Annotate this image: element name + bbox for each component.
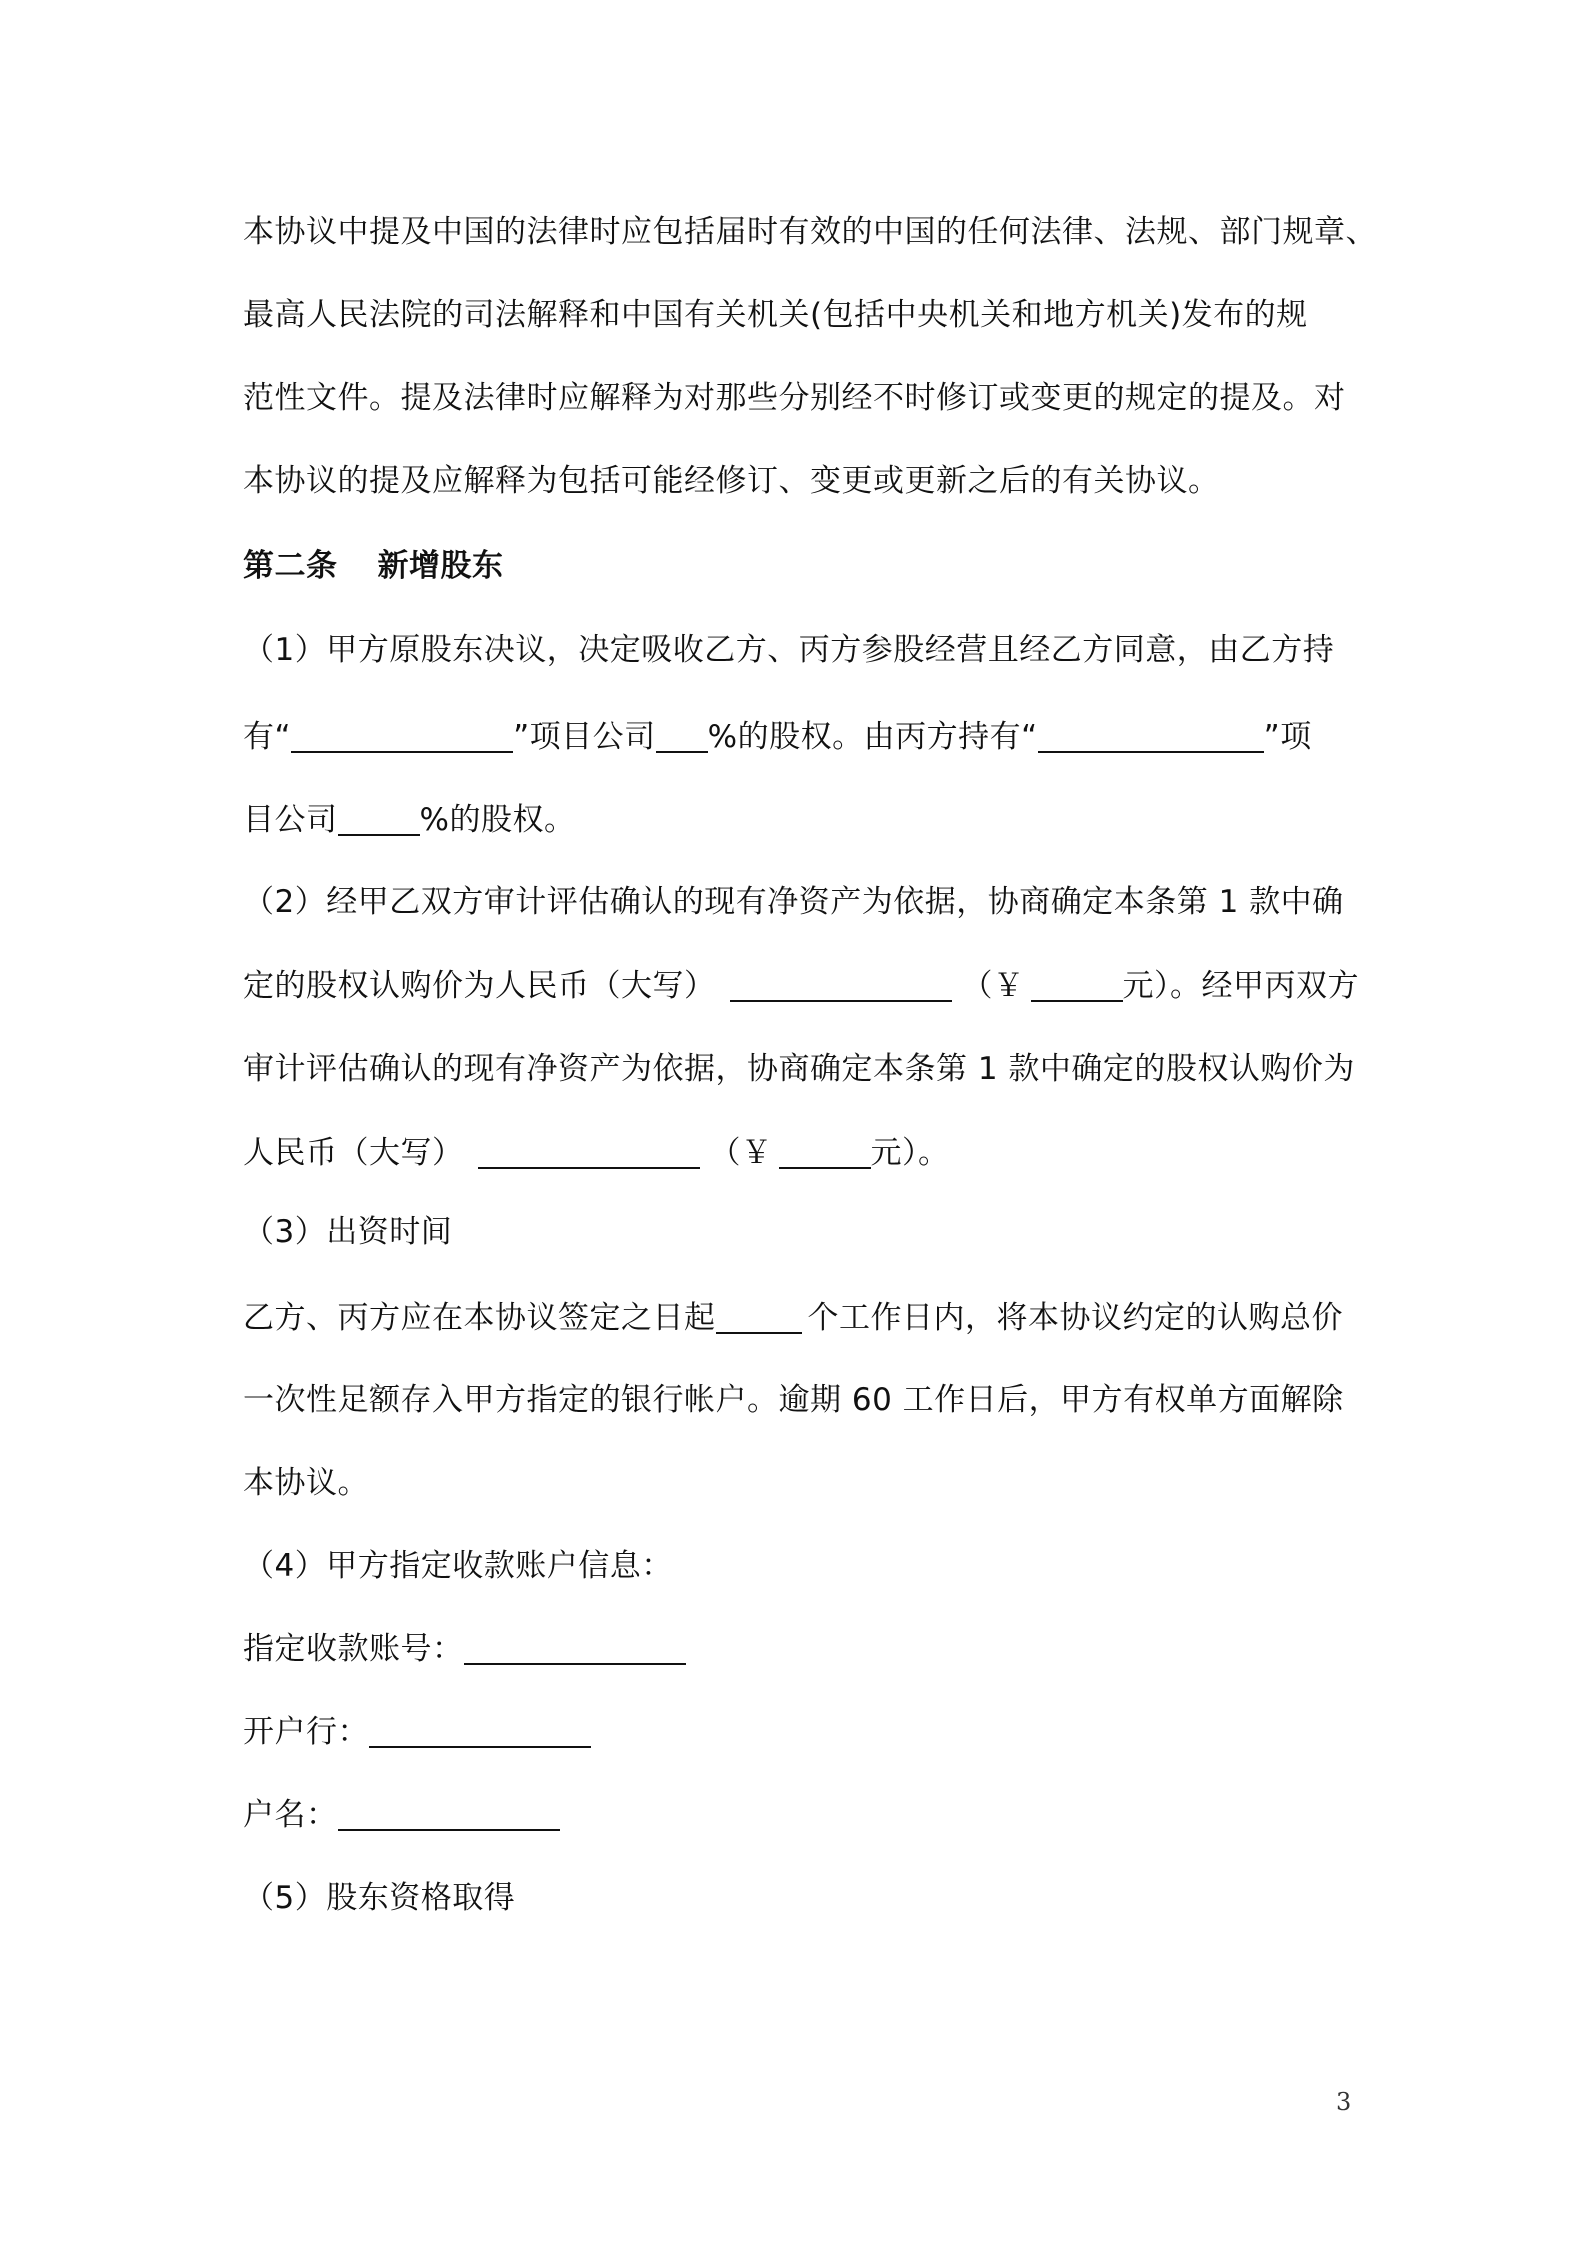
paragraph-line [243,212,1377,252]
paragraph-text: 最高人民法院的司法解释和中国有关机关(包括中央机关和地方机关)发布的规 [243,297,1308,333]
clause-line [243,800,1353,840]
amount-number-blank[interactable] [779,1137,871,1169]
paragraph-text: 范性文件。提及法律时应解释为对那些分别经不时修订或变更的规定的提及。对 [243,380,1346,416]
account-number-blank[interactable] [464,1633,686,1665]
paragraph-line [243,461,1353,501]
clause-text: 审计评估确认的现有净资产为依据，协商确定本条第 1 款中确定的股权认购价为 [243,1051,1355,1087]
clause-text: （￥ [709,1135,773,1171]
clause-text: 元）。 [870,1135,950,1171]
clause-text: 一次性足额存入甲方指定的银行帐户。逾期 60 工作日后，甲方有权单方面解除 [243,1382,1344,1418]
amount-words-blank[interactable] [478,1137,700,1169]
project-name-blank[interactable] [1038,721,1264,753]
project-name-blank[interactable] [291,721,513,753]
account-name-blank[interactable] [338,1799,560,1831]
clause-line [243,1133,1353,1173]
form-row [243,1712,1353,1752]
clause-text: ”项目公司 [513,719,656,755]
page-number: 3 [1336,2088,1352,2116]
clause-text: （5）股东资格取得 [243,1880,516,1916]
clause-text: （4）甲方指定收款账户信息： [243,1548,673,1584]
clause-text: %的股权。由丙方持有“ [707,719,1038,755]
clause-line [243,1463,1353,1503]
percent-blank[interactable] [338,804,420,836]
workdays-blank[interactable] [716,1302,802,1334]
form-row [243,1629,1353,1669]
amount-number-blank[interactable] [1031,970,1123,1002]
form-row [243,1795,1353,1835]
clause-text: 乙方、丙方应在本协议签定之日起 [243,1300,716,1336]
clause-text: 有“ [243,719,292,755]
percent-blank[interactable] [656,721,708,753]
paragraph-line [243,295,1353,335]
clause-line [243,966,1359,1006]
clause-line [243,1298,1353,1338]
clause-line [243,630,1353,670]
article-title: 新增股东 [377,548,504,584]
bank-label: 开户行： [243,1714,369,1750]
paragraph-line [243,378,1353,418]
article-heading [243,546,1353,586]
clause-heading [243,1878,1353,1918]
clause-text: 定的股权认购价为人民币（大写） [243,968,716,1004]
clause-line [243,1049,1353,1089]
clause-line [243,717,1353,757]
clause-text: （3）出资时间 [243,1214,453,1250]
paragraph-text: 本协议中提及中国的法律时应包括届时有效的中国的任何法律、法规、部门规章、 [243,214,1377,250]
clause-text: 人民币（大写） [243,1135,464,1171]
clause-text: %的股权。 [419,802,576,838]
clause-text: 个工作日内，将本协议约定的认购总价 [807,1300,1343,1336]
clause-text: ”项 [1263,719,1312,755]
account-label: 指定收款账号： [243,1631,464,1667]
clause-text: （1）甲方原股东决议，决定吸收乙方、丙方参股经营且经乙方同意，由乙方持 [243,632,1335,668]
clause-heading [243,1212,1353,1252]
clause-text: 元）。经甲丙双方 [1122,968,1359,1004]
clause-text: 目公司 [243,802,338,838]
article-number: 第二条 [243,548,338,584]
bank-name-blank[interactable] [369,1716,591,1748]
clause-text: （2）经甲乙双方审计评估确认的现有净资产为依据，协商确定本条第 1 款中确 [243,884,1344,920]
clause-text: 本协议。 [243,1465,369,1501]
clause-heading [243,1546,1353,1586]
clause-line [243,1380,1353,1420]
account-name-label: 户名： [243,1797,338,1833]
paragraph-text: 本协议的提及应解释为包括可能经修订、变更或更新之后的有关协议。 [243,463,1220,499]
clause-line [243,882,1353,922]
clause-text: （￥ [961,968,1025,1004]
amount-words-blank[interactable] [730,970,952,1002]
